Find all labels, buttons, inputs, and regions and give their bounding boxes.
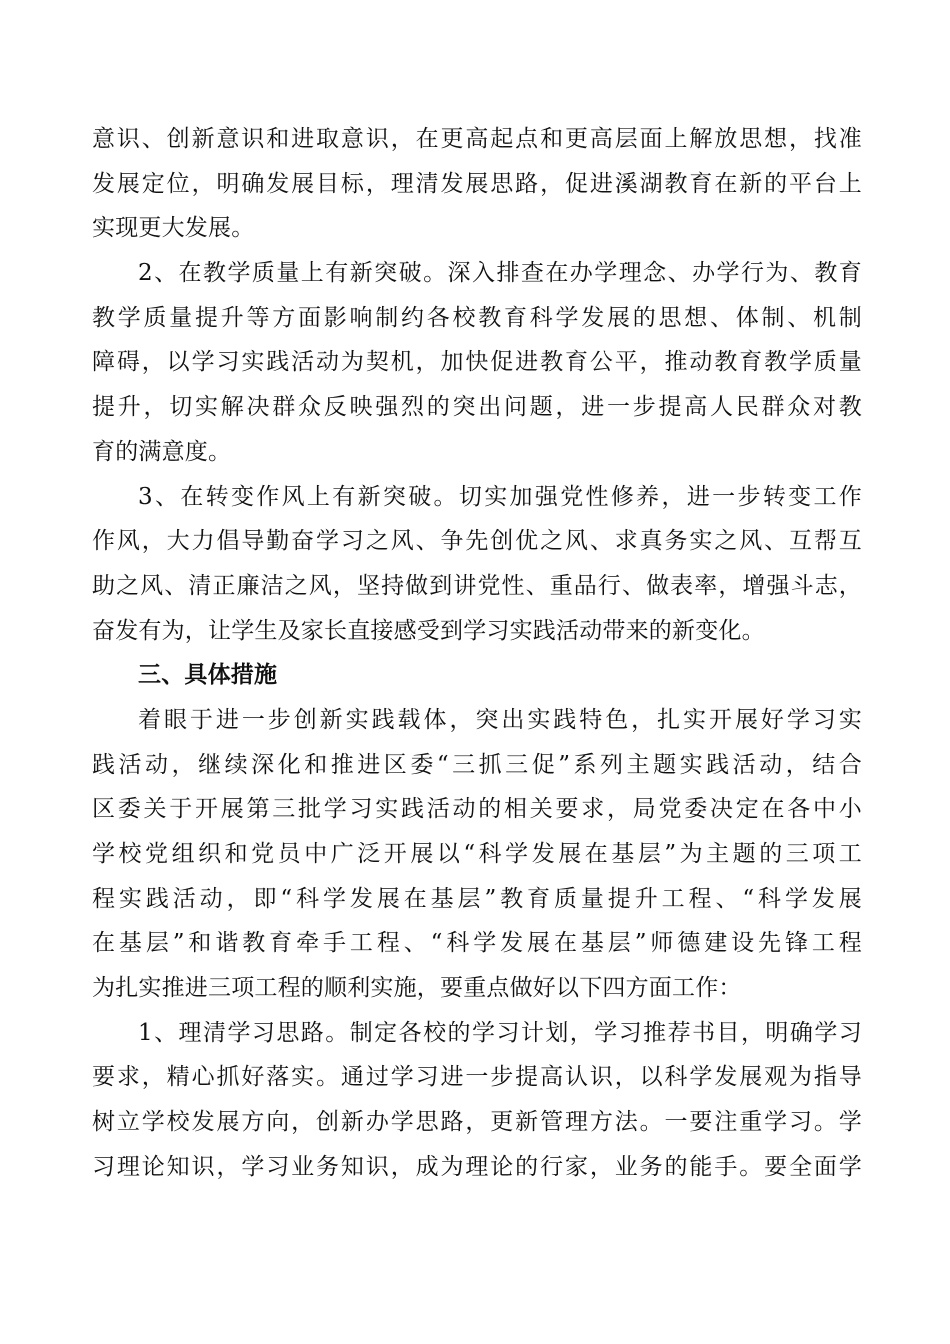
paragraph-line: 3、在转变作风上有新突破。切实加强党性修养，进一步转变工作 [138, 483, 862, 510]
paragraph-line: 要求，精心抓好落实。通过学习进一步提高认识，以科学发展观为指导 [92, 1064, 862, 1091]
paragraph-line: 提升，切实解决群众反映强烈的突出问题，进一步提高人民群众对教 [92, 394, 862, 421]
paragraph-line: 发展定位，明确发展目标，理清发展思路，促进溪湖教育在新的平台上 [92, 170, 862, 197]
document-body [92, 117, 862, 1190]
section-heading: 三、具体措施 [138, 661, 278, 689]
paragraph-line: 育的满意度。 [92, 438, 232, 465]
paragraph-line: 树立学校发展方向，创新办学思路，更新管理方法。一要注重学习。学 [92, 1109, 862, 1136]
paragraph-line: 奋发有为，让学生及家长直接感受到学习实践活动带来的新变化。 [92, 617, 765, 644]
paragraph-line: 实现更大发展。 [92, 215, 255, 242]
paragraph-line: 区委关于开展第三批学习实践活动的相关要求，局党委决定在各中小 [92, 796, 862, 823]
paragraph-line: 着眼于进一步创新实践载体，突出实践特色，扎实开展好学习实 [138, 706, 862, 733]
paragraph-line: 作风，大力倡导勤奋学习之风、争先创优之风、求真务实之风、互帮互 [92, 528, 862, 555]
paragraph-line: 践活动，继续深化和推进区委“三抓三促”系列主题实践活动，结合 [92, 751, 862, 778]
paragraph-line: 2、在教学质量上有新突破。深入排查在办学理念、办学行为、教育 [138, 260, 862, 287]
paragraph-line: 程实践活动，即“科学发展在基层”教育质量提升工程、“科学发展 [92, 885, 862, 912]
paragraph-line: 助之风、清正廉洁之风，坚持做到讲党性、重品行、做表率，增强斗志， [92, 572, 862, 599]
paragraph-line: 学校党组织和党员中广泛开展以“科学发展在基层”为主题的三项工 [92, 841, 862, 867]
paragraph-line: 1、理清学习思路。制定各校的学习计划，学习推荐书目，明确学习 [138, 1019, 862, 1046]
paragraph-line: 为扎实推进三项工程的顺利实施，要重点做好以下四方面工作： [92, 975, 742, 1002]
paragraph-line: 在基层”和谐教育牵手工程、“科学发展在基层”师德建设先锋工程 [92, 930, 862, 957]
paragraph-line: 障碍，以学习实践活动为契机，加快促进教育公平，推动教育教学质量 [92, 349, 862, 376]
paragraph-line: 习理论知识，学习业务知识，成为理论的行家，业务的能手。要全面学 [92, 1153, 862, 1180]
paragraph-line: 意识、创新意识和进取意识，在更高起点和更高层面上解放思想，找准 [92, 126, 862, 152]
paragraph-line: 教学质量提升等方面影响制约各校教育科学发展的思想、体制、机制 [92, 304, 862, 331]
